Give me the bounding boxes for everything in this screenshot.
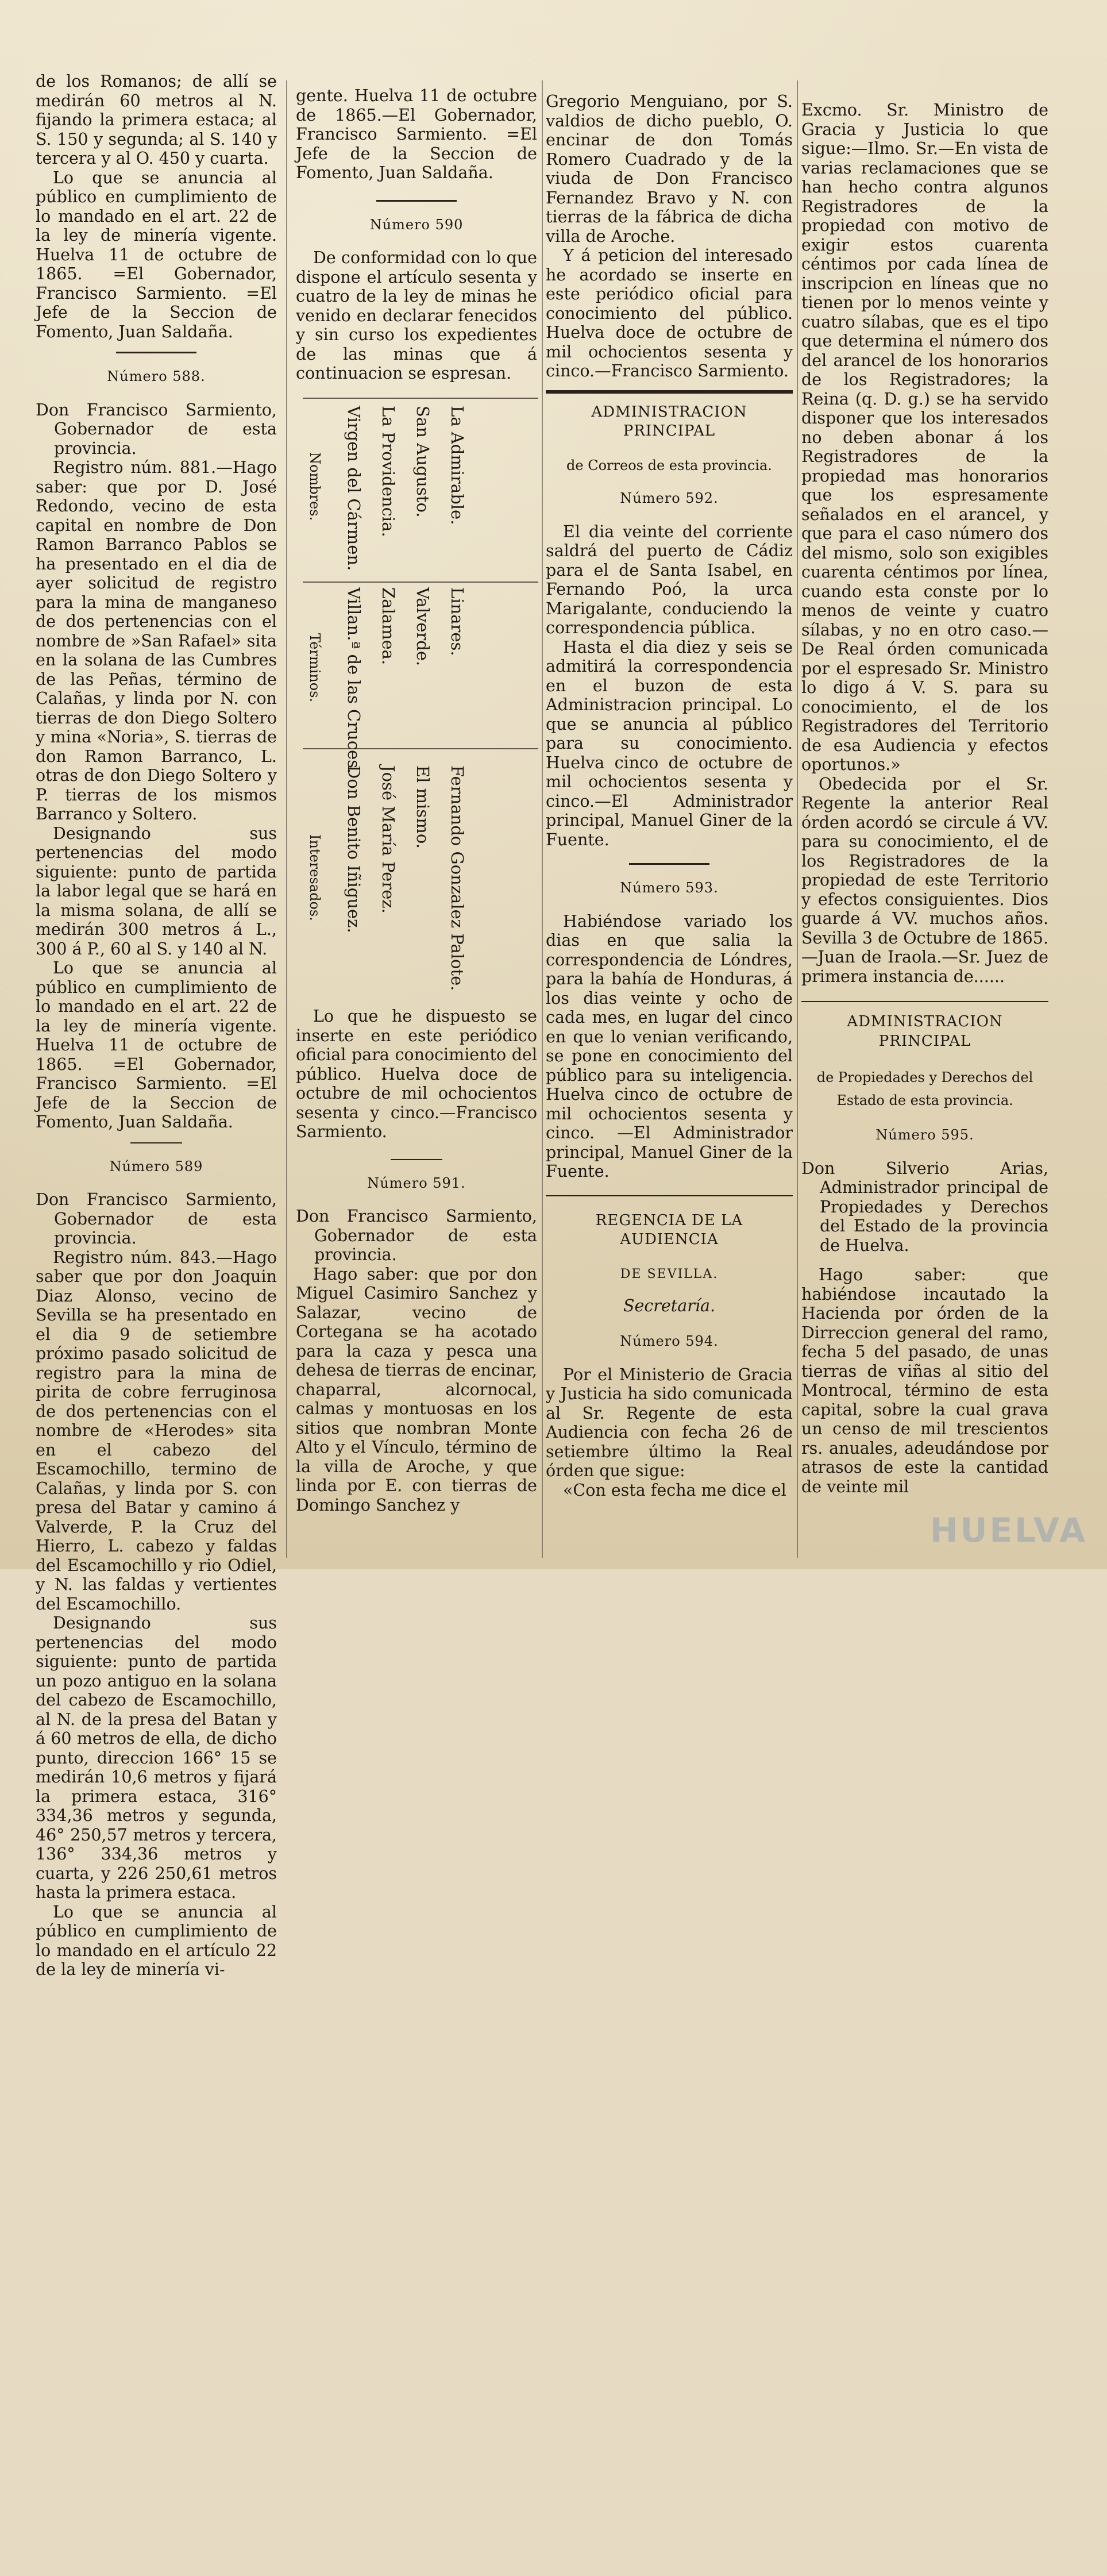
table-cell: Valverde. (413, 587, 433, 667)
paragraph: gente. Huelva 11 de octubre de 1865.—El Gobernador, Francisco Sarmiento. =El Jefe de la Seccion de Fomento, Juan Saldaña. (296, 86, 537, 182)
table-header: Términos. (307, 633, 323, 703)
mines-table-rotated (303, 398, 538, 991)
paragraph: Hasta el dia diez y seis se admitirá la correspondencia en el buzon de esta Administracion principal. Lo que se anuncia al público para su conocimiento. Huelva cinco de octubre de mil ochocientos sesenta y cinco.—El Administrador principal, Manuel Giner de la Fuente. (546, 637, 793, 849)
section-separator (546, 390, 793, 394)
paragraph: Por el Ministerio de Gracia y Justicia ha sido comunicada al Sr. Regente de esta Audiencia con fecha 26 de setiembre último la Real órden que sigue: (546, 1365, 793, 1480)
paragraph: Lo que se anuncia al público en cumplimiento de lo mandado en el art. 22 de la ley de minería vigente. Huelva 11 de octubre de 1865. =El Gobernador, Francisco Sarmiento. =El Jefe de la Seccion de Fomento, Juan Saldaña. (36, 168, 277, 341)
section-subtitle: de Propiedades y Derechos del Estado de esta provincia. (816, 1069, 1033, 1108)
paragraph: Obedecida por el Sr. Regente la anterior Real órden acordó se circule á VV. para su conocimiento, el de los Registradores de la propiedad de este Territorio y efectos consiguientes. Dios guarde á VV. muchos años. Sevilla 3 de Octubre de 1865.—Juan de Iraola.—Sr. Juez de primera instancia de...... (801, 774, 1048, 986)
paragraph: El dia veinte del corriente saldrá del puerto de Cádiz para el de Santa Isabel, en Fernando Poó, la urca Marigalante, conduciendo la correspondencia pública. (546, 522, 793, 637)
section-separator (376, 200, 457, 202)
notice-heading: Don Silverio Arias, Administrador principal de Propiedades y Derechos del Estado de la provincia de Huelva. (801, 1158, 1048, 1255)
section-separator (116, 352, 196, 353)
table-cell: El mismo. (413, 765, 433, 849)
section-title: REGENCIA DE LA AUDIENCIA (595, 1211, 743, 1248)
notice-heading: Don Francisco Sarmiento, Gobernador de esta provincia. (36, 1190, 277, 1247)
paragraph: Lo que se anuncia al público en cumplimiento de lo mandado en el art. 22 de la ley de minería vigente. Huelva 11 de octubre de 1865. =El Gobernador, Francisco Sarmiento. =El Jefe de la Seccion de Fomento, Juan Saldaña. (36, 958, 277, 1131)
paragraph: Lo que he dispuesto se inserte en este periódico oficial para conocimiento del público. Huelva doce de octubre de mil ochocientos sesenta y cinco.—Francisco Sarmiento. (296, 1007, 537, 1141)
paragraph: Gregorio Menguiano, por S. valdios de dicho pueblo, O. encinar de don Tomás Romero Cuadrado y de la viuda de Don Francisco Fernandez Bravo y N. con tierras de la fábrica de dicha villa de Aroche. (546, 92, 793, 246)
paragraph: de los Romanos; de allí se medirán 60 metros al N. fijando la primera estaca; al S. 150 y segunda; al S. 140 y tercera y al O. 450 y cuarta. (36, 72, 277, 168)
table-cell: Linares. (448, 587, 467, 656)
paragraph: Designando sus pertenencias del modo siguiente: punto de partida un pozo antiguo en la solana del cabezo de Escamochillo, al N. de la presa del Batan y á 60 metros de ella, de dicho punto, direccion 166° 15 se medirán 10,6 metros y fijará la primera estaca, 316° 334,36 metros y segunda, 46° 250,57 metros y tercera, 136° 334,36 metros y cuarta, y 226 250,61 metros hasta la primera estaca. (36, 1614, 277, 1902)
paragraph: Registro núm. 881.—Hago saber: que por D. José Redondo, vecino de esta capital en nombre de Don Ramon Barranco Pablos se ha presentado en el dia de ayer solicitud de registro para la mina de manganeso de dos pertenencias con el nombre de »San Rafael» sita en la solana de las Cumbres de las Peñas, término de Calañas, y linda por N. con tierras de don Diego Soltero y mina «Noria», S. tierras de don Ramon Barranco, L. otras de don Diego Soltero y P. tierras de los mismos Barranco y Soltero. (36, 458, 277, 823)
table-cell: La Admirable. (448, 406, 467, 525)
section-separator (391, 1159, 442, 1160)
notice-number: Número 590 (369, 216, 464, 233)
library-stamp: HUELVA (929, 1511, 1087, 1550)
table-cell: José María Perez. (379, 765, 398, 914)
paragraph: Hago saber: que habiéndose incautado la Hacienda por órden de la Dirreccion general del ramo, fecha 5 del pasado, de unas tierras de viñas al sitio del Montrocal, término de esta capital, sobre la cual grava un censo de mil trescientos rs. anuales, adeudándose por atrasos de este la cantidad de veinte mil (801, 1265, 1048, 1496)
table-header: Nombres. (307, 452, 323, 521)
notice-number: Número 588. (107, 368, 206, 384)
section-title: ADMINISTRACION PRINCIPAL (591, 403, 747, 440)
notice-number: Número 589 (109, 1158, 203, 1175)
table-cell: San Augusto. (413, 406, 433, 518)
column-1 (36, 72, 277, 1979)
paragraph: Registro núm. 843.—Hago saber que por don Joaquin Diaz Alonso, vecino de Sevilla se ha presentado en el dia 9 de setiembre próximo pasado solicitud de registro para la mina de pirita de cobre ferruginosa de dos pertenencias con el nombre de «Herodes» sita en el cabezo del Escamochillo, termino de Calañas, y linda por S. con presa del Batar y camino á Valverde, P. la Cruz del Hierro, L. cabezo y faldas del Escamochillo y rio Odiel, y N. las faldas y vertientes del Escamochillo. (36, 1247, 277, 1614)
notice-number: Número 592. (620, 490, 719, 506)
column-4 (801, 101, 1048, 1670)
section-separator (130, 1142, 182, 1143)
section-subtitle: de Correos de esta provincia. (566, 457, 772, 473)
notice-number: Número 595. (875, 1127, 974, 1143)
paragraph: Habiéndose variado los dias en que salia la correspondencia de Lóndres, para la bahía de Honduras, á los dias veinte y ocho de cada mes, en lugar del cinco en que lo venian verificando, se pone en conocimiento del público para su inteligencia. Huelva cinco de octubre de mil ochocientos sesenta y cinco. —El Administrador principal, Manuel Giner de la Fuente. (546, 911, 793, 1181)
paragraph: Y á peticion del interesado he acordado se inserte en este periódico oficial para conocimiento del público. Huelva doce de octubre de mil ochocientos sesenta y cinco.—Francisco Sarmiento. (546, 246, 793, 380)
paragraph: «Con esta fecha me dice el (563, 1480, 786, 1500)
table-cell: Zalamea. (379, 587, 398, 665)
column-divider (542, 80, 543, 1558)
paragraph: Lo que se anuncia al público en cumplimiento de lo mandado en el artículo 22 de la ley de minería vi- (36, 1902, 277, 1979)
notice-number: Número 594. (620, 1333, 719, 1349)
column-2-lower (296, 1007, 537, 2576)
mines-table (303, 398, 538, 991)
table-cell: Villan.ª de las Cruces. (344, 587, 364, 774)
column-divider (286, 80, 287, 1558)
paragraph: Designando sus pertenencias del modo siguiente: punto de partida la labor legal que se hará en la misma solana, de allí se medirán 300 metros á L., 300 á P., 60 al S. y 140 al N. (36, 823, 277, 958)
column-divider (797, 80, 798, 1558)
column-3 (546, 92, 793, 1661)
paragraph: Excmo. Sr. Ministro de Gracia y Justicia lo que sigue:—Ilmo. Sr.—En vista de varias reclamaciones que se han hecho contra algunos Registradores de la propiedad con motivo de exigir estos cuarenta céntimos por cada línea de inscripcion en líneas que no tienen por lo menos veinte y cuatro sílabas, que es el tipo que determina el número dos del arancel de los honorarios de los Registradores; la Reina (q. D. g.) se ha servido disponer que los interesados no deben abonar á los Registradores de la propiedad mas honorarios que los espresamente señalados en el arancel, y que para el caso número dos del mismo, solo son exigibles cuarenta céntimos por línea, cuando esta conste por lo menos de veinte y cuatro sílabas, y no en otro caso.—De Real órden comunicada por el espresado Sr. Ministro lo digo á V. S. para su conocimiento, el de los Registradores del Territorio de esa Audiencia y efectos oportunos.» (801, 101, 1048, 774)
table-header: Interesados. (307, 834, 323, 921)
notice-number: Número 593. (620, 880, 719, 896)
section-subtitle: DE SEVILLA. (620, 1266, 719, 1281)
table-cell: Don Benito Iñiguez. (344, 765, 364, 933)
section-subtitle: Secretaría. (623, 1296, 716, 1315)
table-cell: Virgen del Cármen. (344, 406, 364, 571)
section-separator (801, 1001, 1048, 1002)
section-separator (546, 1195, 793, 1196)
notice-heading: Don Francisco Sarmiento, Gobernador de esta provincia. (36, 400, 277, 458)
section-title: ADMINISTRACION PRINCIPAL (847, 1013, 1003, 1050)
table-cell: Fernando Gonzalez Palote. (448, 765, 467, 991)
table-cell: La Providencia. (379, 406, 398, 537)
notice-heading: Don Francisco Sarmiento, Gobernador de esta provincia. (296, 1207, 537, 1264)
notice-number: Número 591. (367, 1175, 466, 1191)
paragraph: De conformidad con lo que dispone el artículo sesenta y cuatro de la ley de minas he venido en declarar fenecidos y sin curso los expedientes de las minas que á continuacion se espresan. (296, 248, 537, 383)
section-separator (629, 863, 709, 865)
paragraph: Hago saber: que por don Miguel Casimiro Sanchez y Salazar, vecino de Cortegana se ha acotado para la caza y pesca una dehesa de tierras de encinar, chaparral, alcornocal, calmas y montuosas en los sitios que nombran Monte Alto y el Vínculo, término de la villa de Aroche, y que linda por E. con tierras de Domingo Sanchez y (296, 1264, 537, 1515)
